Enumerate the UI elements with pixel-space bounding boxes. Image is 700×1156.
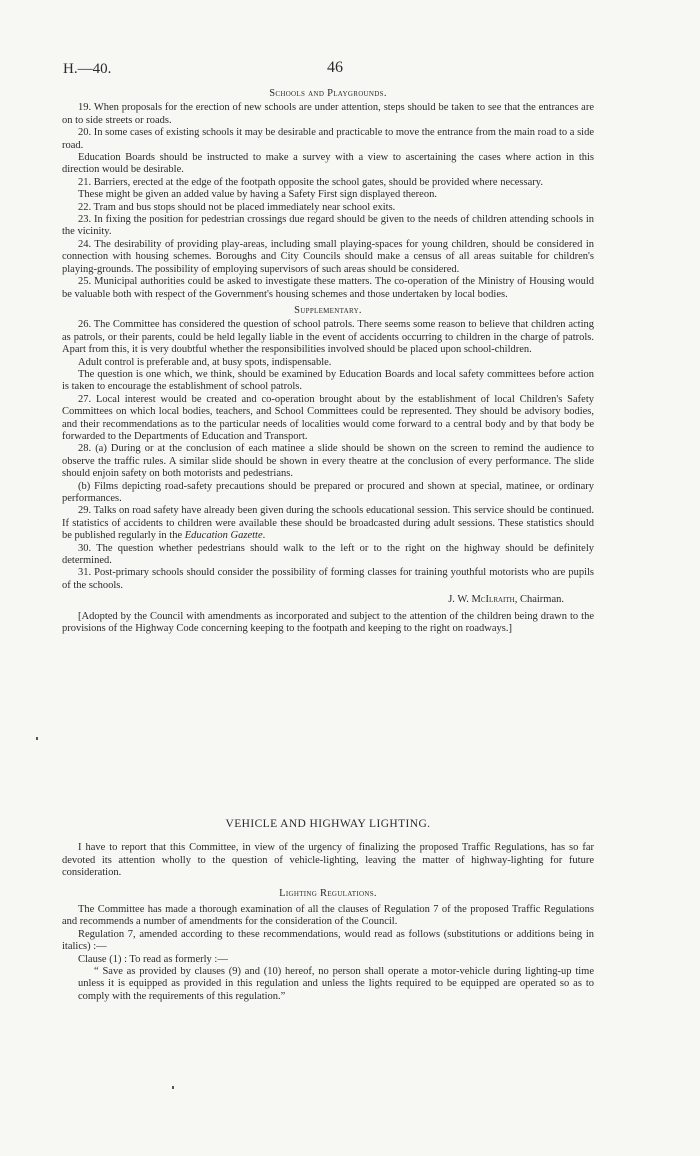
paragraph-29-end: . — [262, 530, 266, 542]
paragraph: 31. Post-primary schools should consider the possibility of forming classes for training youthful motorists who are pupils of the schools. — [62, 567, 594, 591]
education-gazette-title: Education Gazette — [184, 530, 263, 542]
adopted-note: [Adopted by the Council with amendments as incorporated and subject to the attention of the children being drawn to the provisions of the Highway Code concerning keeping to the footpath and keeping to the right on roadways.] — [62, 610, 594, 635]
paragraph: 19. When proposals for the erection of new schools are under attention, steps should be taken to see that the entrances are on to side streets or roads. — [62, 102, 594, 126]
paragraph: Regulation 7, amended according to these recommendations, would read as follows (substitutions or additions being in italics) :— — [62, 928, 594, 953]
signature-name: J. W. McIlraith, — [448, 594, 518, 606]
upper-text-block — [62, 87, 594, 635]
section-heading-schools: Schools and Playgrounds. — [269, 88, 387, 99]
quoted-clause: “ Save as provided by clauses (9) and (10) hereof, no person shall operate a motor-vehicle during lighting-up time unless it is equipped as provided in this regulation and unless the lights required to be equipped are operated so as to comply with the requirements of this regulation.” — [78, 966, 594, 1002]
paragraph: 26. The Committee has considered the question of school patrols. There seems some reason to believe that children acting as patrols, or their parents, could be held legally liable in the event of accidents occurring to children in the charge of patrols. Apart from this, it is very doubtful whether the responsibilities involved should be placed upon school-children. — [62, 319, 594, 356]
lower-text-block — [62, 818, 594, 1003]
signature — [62, 594, 594, 606]
paragraph: The Committee has made a thorough examination of all the clauses of Regulation 7 of the proposed Traffic Regulations and recommends a number of amendments for the consideration of the Council. — [62, 904, 594, 928]
paragraph: 21. Barriers, erected at the edge of the footpath opposite the school gates, should be provided where necessary. — [78, 176, 543, 188]
paragraph: (b) Films depicting road-safety precautions should be prepared or procured and shown at special, matinee, or ordinary performances. — [62, 480, 594, 504]
report-code: H.—40. — [63, 61, 112, 77]
paragraph: Adult control is preferable and, at busy spots, indispensable. — [78, 356, 332, 368]
section-heading-lighting: VEHICLE AND HIGHWAY LIGHTING. — [225, 818, 431, 830]
paragraph: 28. (a) During or at the conclusion of each matinee a slide should be shown on the screen to remind the audience to observe the traffic rules. A similar slide should be shown in every theatre at the conclusion of every performance. The slide should enjoin safety on both motorists and pedestrians. — [62, 443, 594, 480]
paragraph: The question is one which, we think, should be examined by Education Boards and local safety committees before action is taken to encourage the establishment of school patrols. — [62, 368, 594, 393]
scan-speck — [36, 737, 38, 740]
paragraph-29 — [62, 505, 594, 542]
page-number: 46 — [327, 59, 343, 76]
paragraph: 27. Local interest would be created and co-operation brought about by the establishment of local Children's Safety Committees on which local bodies, teachers, and School Committees could be represented. They should be advisory bodies, and their recommendations as to the particular needs of localities would come forward to a central body and by that body be forwarded to the Departments of Education and Transport. — [62, 393, 594, 442]
scan-speck — [172, 1086, 174, 1089]
paragraph: Education Boards should be instructed to make a survey with a view to ascertaining the cases where action in this direction would be desirable. — [62, 152, 594, 176]
paragraph: 23. In fixing the position for pedestrian crossings due regard should be given to the needs of children attending schools in the vicinity. — [62, 214, 594, 238]
paragraph: I have to report that this Committee, in view of the urgency of finalizing the proposed Traffic Regulations, has so far devoted its attention wholly to the question of vehicle-lighting, leaving the matter of highway-lighting for future consideration. — [62, 842, 594, 879]
paragraph: 22. Tram and bus stops should not be placed immediately near school exits. — [78, 201, 396, 213]
paragraph: 25. Municipal authorities could be asked to investigate these matters. The co-operation of the Ministry of Housing would be valuable both with respect of the Government's housing schemes and those undertaken by local bodies. — [62, 276, 594, 300]
section-heading-supplementary: Supplementary. — [294, 304, 362, 316]
signature-title: Chairman. — [519, 594, 564, 606]
paragraph: 20. In some cases of existing schools it may be desirable and practicable to move the entrance from the main road to a side road. — [62, 127, 594, 151]
paragraph: 24. The desirability of providing play-areas, including small playing-spaces for young children, should be considered in connection with housing schemes. Boroughs and City Councils should make a census of all areas suitable for children's playing-grounds. The possibility of employing supervisors of such areas should be considered. — [62, 238, 594, 275]
paragraph: These might be given an added value by having a Safety First sign displayed thereon. — [78, 189, 437, 201]
paragraph: Clause (1) : To read as formerly :— — [78, 953, 228, 965]
paragraph: 30. The question whether pedestrians should walk to the left or to the right on the highway should be definitely determined. — [62, 542, 594, 567]
subheading-lighting-regulations: Lighting Regulations. — [279, 887, 377, 899]
paragraph-29-text: 29. Talks on road safety have already been given during the schools educational session. This service should be continued. If statistics of accidents to children were available these should be broadcasted during adult sessions. These statistics should be published regularly in the — [62, 505, 594, 542]
